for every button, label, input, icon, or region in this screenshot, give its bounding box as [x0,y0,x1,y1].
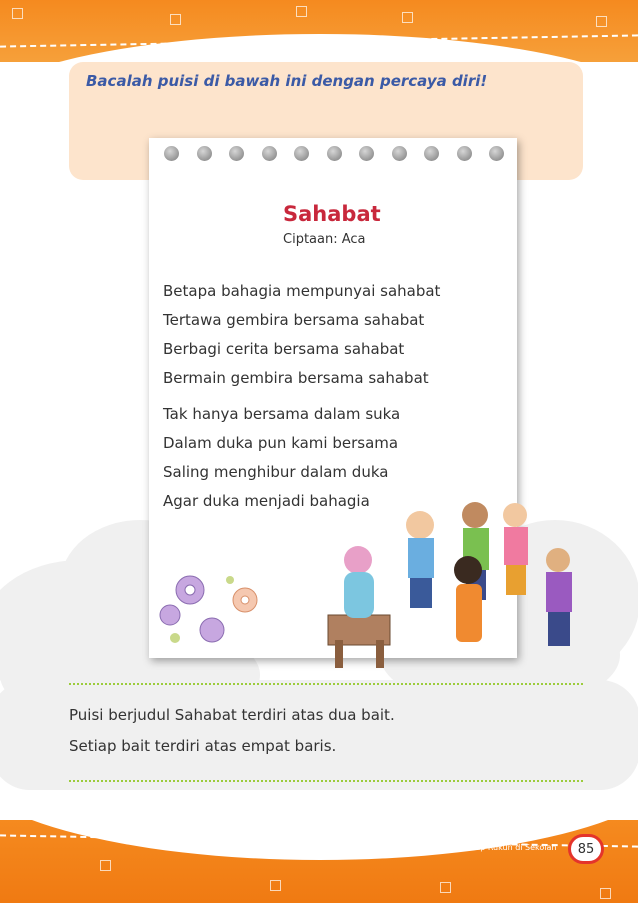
square-decoration [170,14,181,25]
dotted-divider [69,683,583,685]
ring-hole [294,146,309,161]
square-decoration [596,16,607,27]
notebook-rings [164,146,504,162]
ring-hole [489,146,504,161]
ring-hole [359,146,374,161]
square-decoration [12,8,23,19]
summary-line: Puisi berjudul Sahabat terdiri atas dua bait. [69,706,395,724]
children-illustration [320,490,580,690]
poem-line: Dalam duka pun kami bersama [163,434,399,452]
poem-line: Betapa bahagia mempunyai sahabat [163,282,441,300]
page-number: 85 [568,834,604,864]
square-decoration [440,882,451,893]
poem-title: Sahabat [283,202,381,226]
poem-author: Ciptaan: Aca [283,232,366,247]
top-decorative-band [0,0,638,62]
square-decoration [296,6,307,17]
square-decoration [100,860,111,871]
poem-line: Tertawa gembira bersama sahabat [163,311,425,329]
ring-hole [197,146,212,161]
white-curve [0,34,638,62]
poem-line: Bermain gembira bersama sahabat [163,369,429,387]
square-decoration [402,12,413,23]
bottom-decorative-band [0,820,638,903]
ring-hole [262,146,277,161]
square-decoration [270,880,281,891]
ring-hole [457,146,472,161]
instruction-text: Bacalah puisi di bawah ini dengan percaya diri! [86,72,488,90]
ring-hole [164,146,179,161]
poem-line: Berbagi cerita bersama sahabat [163,340,405,358]
poem-line: Saling menghibur dalam duka [163,463,389,481]
poem-line: Agar duka menjadi bahagia [163,492,370,510]
ring-hole [424,146,439,161]
flower-illustration [150,560,280,650]
poem-line: Tak hanya bersama dalam suka [163,405,401,423]
summary-line: Setiap bait terdiri atas empat baris. [69,737,337,755]
ring-hole [392,146,407,161]
footer-subtheme: Subtema 3: Hidup Rukun di Sekolah [413,843,557,852]
ring-hole [229,146,244,161]
ring-hole [327,146,342,161]
square-decoration [600,888,611,899]
dotted-divider [69,780,583,782]
cloud-decoration [0,680,638,790]
